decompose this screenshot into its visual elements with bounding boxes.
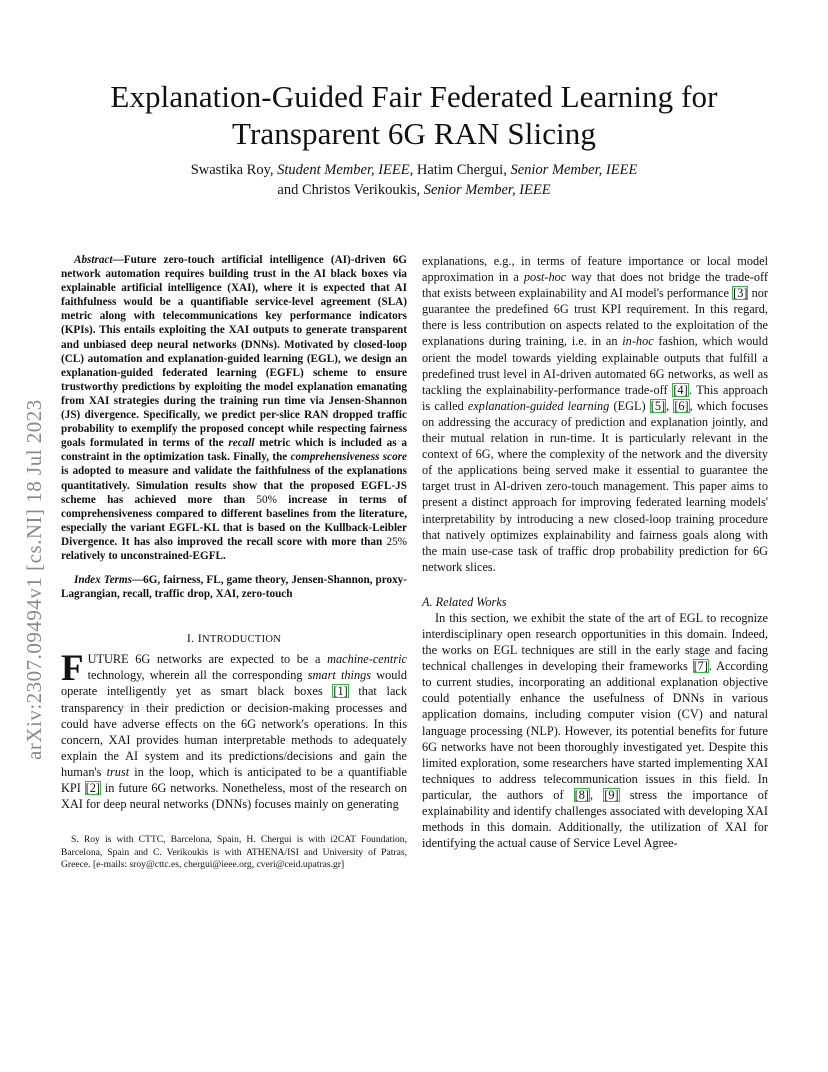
body-text: , [666,398,674,413]
author-line-2 [60,180,768,200]
intro-emphasis: smart things [307,668,372,683]
abstract-lead: Abstract [74,254,113,266]
intro-text: UTURE 6G networks are expected to be a [87,652,328,667]
body-text: In this section, we exhibit the state of the art of EGL to recognize interdisciplinary open research opportunities in this domain. Indeed, the works on EGL techniques are still in the early stage and facing technical challenges in developing their frameworks [422,610,768,674]
body-text: fashion, which would orient the model towards yielding explainable outputs that fulfill a predefined trust level in AI-driven automated 6G networks, as well as tackling the explainability-performance trade-off [422,334,768,397]
abstract-text: relatively to unconstrained-EGFL. [61,549,226,562]
citation-link[interactable]: [5] [650,398,666,413]
left-column [61,253,407,871]
section-numeral: I. [186,631,198,646]
body-text: , which focuses on addressing the accuracy of prediction and explanation jointly, and their mutual relation in run-time. It is particularly relevant in the context of 6G, where the complexity of the network and the diversity of the applications being served make it essential to guarantee the target trust in AI-driven zero-touch management. This paper aims to present a distinct approach for improving federated learning models' interpretability by introducing a new closed-loop training procedure that natively optimizes explainability and fairness goals along with the main use-case task of traffic drop probability prediction for 6G network slices. [422,398,768,574]
intro-continuation-paragraph [422,253,768,575]
intro-text: would operate intelligently yet as smart black boxes [61,668,407,699]
body-emphasis: in-hoc [622,334,654,349]
author-line-1 [60,160,768,180]
body-text: . This approach is called [422,382,768,413]
citation-link[interactable]: [7] [693,659,708,674]
author-footnote: S. Roy is with CTTC, Barcelona, Spain, H. Chergui is with i2CAT Foundation, Barcelona, Spain and C. Verikoukis is with ATHENA/ISI and University of Patras, Greece. [e-mails: sroy@cttc.es, chergui@ieee.org, cveri@ceid.upatras.gr] [61,834,407,870]
abstract [61,253,407,563]
abstract-text: is adopted to measure and validate the faithfulness of the explanations quantitatively. Simulation results show that the proposed EGFL-JS scheme has achieved more than [61,465,407,506]
author-3-role: Senior Member, IEEE [423,182,551,198]
intro-text: in the loop, which is anticipated to be a quantifiable KPI [61,764,408,795]
intro-text: technology, wherein all the corresponding [87,668,308,683]
drop-cap: F [61,648,84,690]
citation-link[interactable]: [6] [674,398,689,413]
body-emphasis: post-hoc [523,270,567,285]
intro-text: in future 6G networks. Nonetheless, most of the research on XAI for deep neural networks (DNNs) focuses mainly on generating [61,781,408,812]
abstract-text: —Future zero-touch artificial intelligence (AI)-driven 6G network automation requires building trust in the AI black boxes via explainable artificial intelligence (XAI), where it is expected that AI faithfulness would be a quantifiable service-level agreement (SLA) metric along with telecommunications key performance indicators (KPIs). This entails exploiting the XAI outputs to generate transparent and unbiased deep neural networks (DNNs). Motivated by closed-loop (CL) automation and explanation-guided learning (EGL), we design an explanation-guided federated learning (EGFL) scheme to ensure trustworthy predictions by exploiting the model explanation emanating from XAI strategies during the training run time via Jensen-Shannon (JS) divergence. Specifically, we predict per-slice RAN dropped traffic probability to exemplify the proposed concept while respecting fairness goals formulated in terms of the [61,254,407,450]
body-emphasis: explanation-guided learning [467,398,610,413]
right-column [422,253,768,851]
abstract-text: metric which is included as a constraint in the optimization task. Finally, the [61,437,407,464]
citation-link[interactable]: [3] [733,286,748,301]
body-text: nor guarantee the predefined 6G trust KPI requirement. In this regard, there is less contribution on aspects related to the exploitation of the explanations during training, i.e. in an [422,286,769,349]
citation-link[interactable]: [4] [673,382,688,397]
citation-link[interactable]: [1] [333,684,348,699]
author-1-role: Student Member, IEEE [277,162,410,178]
index-terms-lead: Index Terms [74,574,132,587]
citation-link[interactable]: [9] [604,787,619,802]
intro-text: that lack transparency in their prediction or decision-making processes and could have adverse effects on the 6G network's operations. In this concern, XAI provides human interpretable methods to adequately explain the AI system and its predictions/decisions and gain the human's [61,684,408,779]
author-block [60,160,768,200]
title-line-2: Transparent 6G RAN Slicing [232,116,596,151]
body-text: way that does not bridge the trade-off that exists between explainability and AI model's performance [422,270,768,301]
author-2-name: , Hatim Chergui, [409,162,511,178]
title-line-1: Explanation-Guided Fair Federated Learning for [110,79,718,114]
section-title-rest: NTRODUCTION [202,634,282,646]
body-text: , [590,787,604,802]
citation-link[interactable]: [8] [574,787,590,802]
author-1-name: Swastika Roy, [190,162,278,178]
section-heading-introduction [61,631,407,646]
author-3-name: and Christos Verikoukis, [277,182,424,198]
abstract-recall: recall [228,437,255,450]
section-title-initial: I [197,631,203,646]
abstract-text: increase in terms of comprehensiveness compared to different baselines from the literature, especially the variant EGFL-KL that is based on the Kullback-Leibler Divergence. It has also improved the recall score with more than [61,493,407,548]
intro-emphasis: trust [106,764,130,779]
subsection-heading-related-works: A. Related Works [422,594,507,609]
arxiv-identifier: arXiv:2307.09494v1 [cs.NI] 18 Jul 2023 [22,399,46,760]
abstract-percent-2: 25% [386,535,407,548]
intro-emphasis: machine-centric [327,652,407,667]
abstract-percent-1: 50% [256,493,277,506]
index-terms [61,573,407,601]
body-text: (EGL) [609,398,650,413]
citation-link[interactable]: [2] [85,781,100,795]
body-text: . According to current studies, incorporating an additional explanation objective could potentially enhance the usefulness of DNNs in various application domains, including computer vision (CV) and natural language processing (NLP). However, its potential benefits for future 6G networks have not been thoroughly investigated yet. Despite this limited exploration, some researchers have started implementing XAI techniques to address telecommunication issues in this field. In particular, the authors of [422,659,769,802]
abstract-comprehensiveness: comprehensiveness score [290,451,407,464]
author-2-role: Senior Member, IEEE [510,162,638,178]
index-terms-text: —6G, fairness, FL, game theory, Jensen-Shannon, proxy-Lagrangian, recall, traffic drop, XAI, zero-touch [61,574,407,601]
paper-title [60,78,768,152]
related-works-paragraph [422,610,768,851]
body-text: stress the importance of explainability and identify challenges associated with developing XAI methods in this domain. Additionally, the utilization of XAI for identifying the actual cause of Service Level Agree- [422,787,768,851]
intro-paragraph [61,648,408,812]
body-text: explanations, e.g., in terms of feature importance or local model approximation in a [422,254,768,285]
